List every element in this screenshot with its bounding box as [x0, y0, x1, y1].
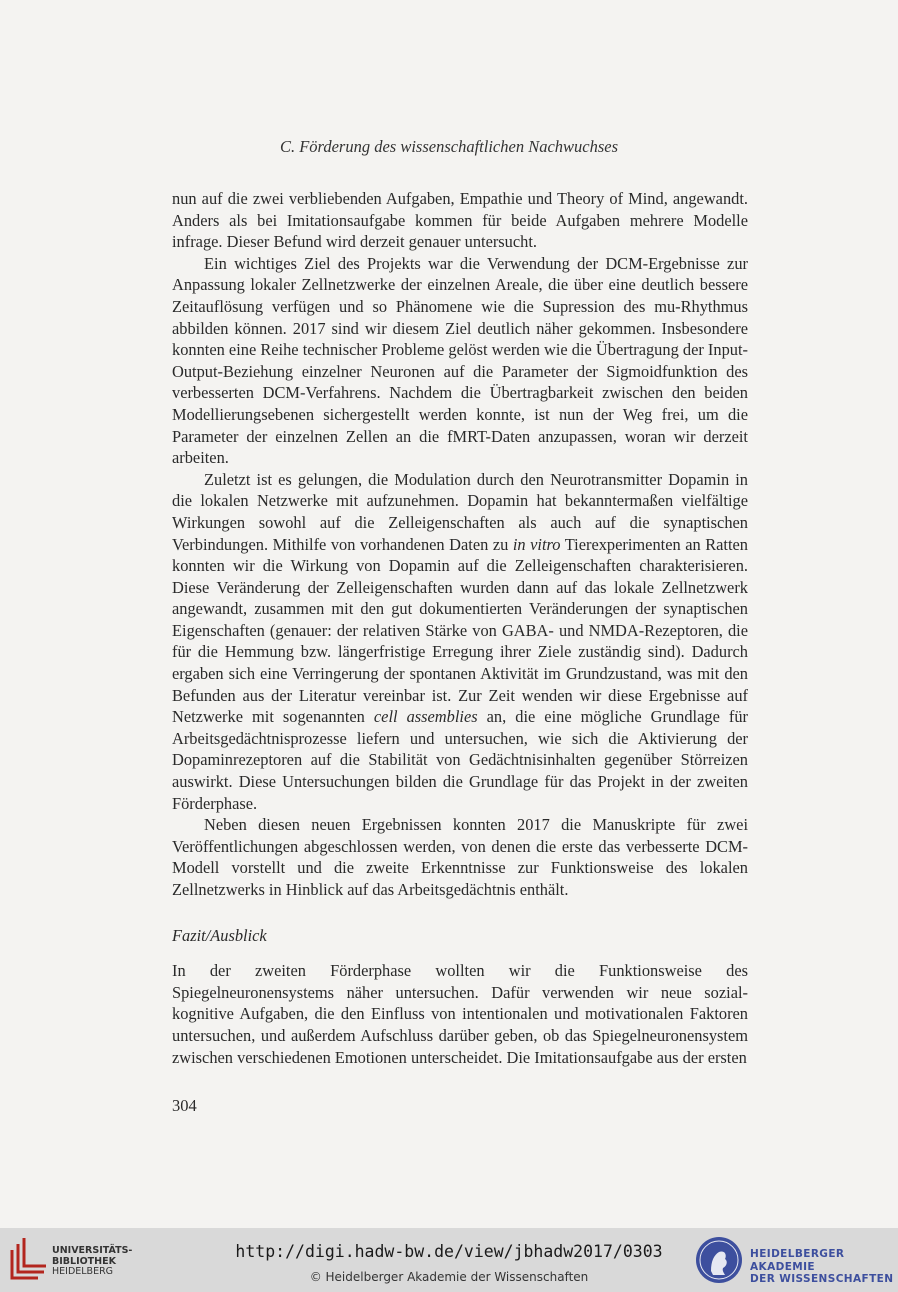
emphasis-cell-assemblies: cell assemblies [373, 707, 478, 727]
academy-line-1: HEIDELBERGER AKADEMIE [750, 1248, 845, 1273]
section-heading: Fazit/Ausblick [172, 925, 267, 945]
paragraph-1: nun auf die zwei verbliebenden Aufgaben, Empathie und Theory of Mind, angewandt. Anders als bei Imitationsaufgabe kommen für beide Aufgaben mehrere Modelle infrage. Dieser Befund wird derzeit genauer untersucht. [172, 189, 748, 252]
body-text [172, 188, 748, 1068]
ub-line-1: UNIVERSITÄTS- [52, 1245, 133, 1256]
running-head: C. Förderung des wissenschaftlichen Nachwuchses [279, 137, 619, 156]
paragraph-3 [172, 469, 748, 815]
paragraph-2: Ein wichtiges Ziel des Projekts war die Verwendung der DCM-Ergebnisse zur Anpassung lokaler Zellnetzwerke der einzelnen Areale, die über eine deutlich bessere Zeitauflösung verfügen und so Phänomene wie die Supression des mu-Rhythmus abbilden können. 2017 sind wir diesem Ziel deutlich näher gekommen. Insbesondere konnten eine Reihe technischer Probleme gelöst werden wie die Übertragung der Input-Output-Beziehung einzelner Neuronen auf die Parameter der Sigmoidfunktion des verbesserten DCM-Verfahrens. Nachdem die Übertragbarkeit zwischen den beiden Modellierungsebenen sichergestellt werden konnte, ist nun der Weg frei, um die Parameter der einzelnen Zellen an die fMRT-Daten anzupassen, woran wir derzeit arbeiten. [172, 253, 748, 468]
ub-line-3: HEIDELBERG [52, 1266, 114, 1277]
academy-seal-icon[interactable] [694, 1235, 744, 1285]
paragraph-3-part-b: Tierexperimenten an Ratten konnten wir die Wirkung von Dopamin auf die Zelleigenschaften charakterisieren. Diese Veränderung der Zelleigenschaften wurden dann auf das lokale Zellnetzwerk angewandt, zusammen mit den gut dokumentierten Veränderungen der synaptischen Eigenschaften (genauer: der relativen Stärke von GABA- und NMDA-Rezeptoren, die für die Hemmung bzw. längerfristige Erregung ihrer Ziele zuständig sind). Dadurch ergaben sich eine Verringerung der spontanen Aktivität im Grundzustand, was mit den Befunden aus der Literatur vereinbar ist. Zur Zeit wenden wir diese Ergebnisse auf Netzwerke mit sogenannten [172, 534, 748, 727]
paragraph-3-part-a: Zuletzt ist es gelungen, die Modulation durch den Neurotransmitter Dopamin in die lokalen Netzwerke mit aufzunehmen. Dopamin hat bekanntermaßen vielfältige Wirkungen sowohl auf die Zelleigenschaften als auch auf die synaptischen Verbindungen. Mithilfe von vorhandenen Daten zu [172, 469, 748, 554]
academy-name[interactable] [750, 1248, 898, 1286]
paragraph-5: In der zweiten Förderphase wollten wir die Funktionsweise des Spiegelneuronensystems näher untersuchen. Dafür verwenden wir neue sozial-kognitive Aufgaben, die den Einfluss von intentionalen und motivationalen Faktoren untersuchen, und außerdem Aufschluss darüber geben, ob das Spiegelneuronensystem zwischen verschiedenen Emotionen unterscheidet. Die Imitationsaufgabe aus der ersten [172, 961, 748, 1067]
copyright-notice: © Heidelberger Akademie der Wissenschaften [309, 1270, 589, 1284]
permalink-url[interactable]: http://digi.hadw-bw.de/view/jbhadw2017/0303 [235, 1242, 663, 1261]
academy-line-2: DER WISSENSCHAFTEN [750, 1273, 894, 1285]
paragraph-4: Neben diesen neuen Ergebnissen konnten 2017 die Manuskripte für zwei Veröffentlichungen abgeschlossen werden, von denen die erste das verbesserte DCM-Modell vorstellt und die zweite Erkenntnisse zur Funktionsweise des lokalen Zellnetzwerks in Hinblick auf das Arbeitsgedächtnis enthält. [172, 815, 748, 899]
page-number: 304 [172, 1096, 197, 1115]
paragraph-3-part-c: an, die eine mögliche Grundlage für Arbeitsgedächtnisprozesse liefern und untersuchen, wie sich die Aktivierung der Dopaminrezeptoren auf die Stabilität von Gedächtnisinhalten gegenüber Störreizen auswirkt. Diese Untersuchungen bilden die Grundlage für das Projekt in der zweiten Förderphase. [172, 707, 749, 813]
emphasis-in-vitro: in vitro [512, 534, 561, 554]
ub-line-2: BIBLIOTHEK [52, 1255, 116, 1267]
footer-bar [0, 1228, 898, 1292]
